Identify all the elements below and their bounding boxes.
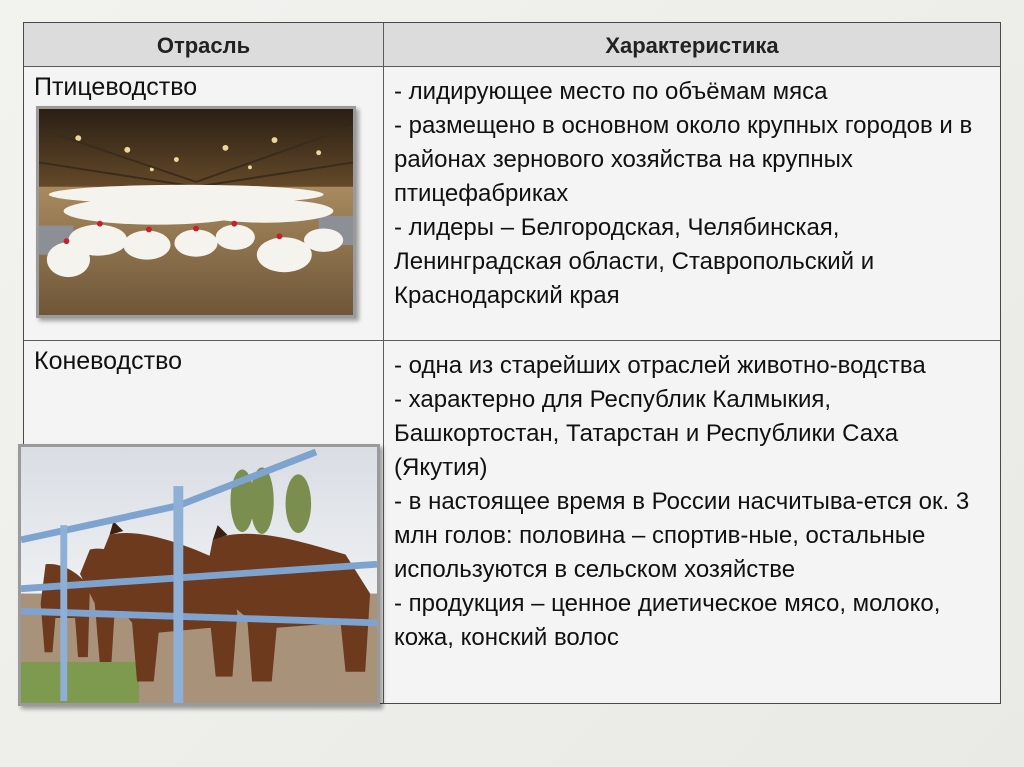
description-item: - в настоящее время в России насчитыва-ется ок. 3 млн голов: половина – спортив-ные, остальные используются в сельском хозяйстве [394,488,970,583]
description-list-horse-breeding [394,349,992,655]
description-cell-poultry [384,67,1000,340]
branch-name-poultry: Птицеводство [34,73,198,101]
poultry-farm-photo [36,106,356,318]
description-item: - лидирующее место по объёмам мяса [394,78,828,105]
description-item: - лидеры – Белгородская, Челябинская, Ленинградская области, Ставропольский и Краснодарский края [394,214,875,309]
description-item: - характерно для Республик Калмыкия, Башкортостан, Татарстан и Республики Саха (Якутия) [394,386,899,481]
header-cell-branch [24,23,384,66]
table-header-row [24,23,1000,67]
header-cell-characteristic [384,23,1000,66]
header-branch-label: Отрасль [156,33,251,58]
description-list-poultry [394,75,992,313]
header-characteristic-label: Характеристика [605,33,779,58]
description-item: - продукция – ценное диетическое мясо, молоко, кожа, конский волос [394,590,941,651]
description-item: - размещено в основном около крупных городов и в районах зернового хозяйства на крупных птицефабриках [394,112,973,207]
branch-name-horse-breeding: Коневодство [34,347,182,375]
description-item: - одна из старейших отраслей животно-водства [394,352,926,379]
description-cell-horse-breeding [384,341,1000,703]
horse-breeding-photo [18,444,380,706]
